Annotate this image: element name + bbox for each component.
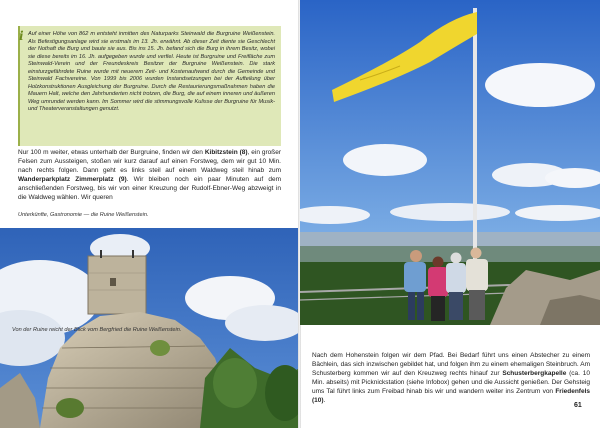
caption-left: Unterkünfte, Gastronomie — die Ruine Weißenstein. bbox=[18, 212, 149, 218]
body-left-bold-1: Kibitzstein (8) bbox=[204, 149, 248, 156]
body-right-bold-2: Friedenfels (10) bbox=[312, 387, 590, 404]
caption-right: Von der Ruine reicht der Blick vom Bergfried die Ruine Weißenstein. bbox=[12, 327, 182, 333]
body-right-part-3: . bbox=[323, 396, 326, 404]
body-left-bold-2: Wanderparkplatz Zimmerplatz (9) bbox=[18, 175, 127, 183]
body-left-part-3: . Wir bleiben noch ein paar Minuten auf dem anschließenden Forstweg, bis wir von einer Kreuzung der Rudolf-Ebner-Weg abzweigt in die Waldweg wählen. Wir queren bbox=[18, 175, 281, 201]
body-right-bold-1: Schusterbergkapelle bbox=[502, 369, 567, 377]
body-left-part-2: , ein großer Felsen zum Aussteigen, stoßen wir kurz darauf auf einen Forstweg, dem wir gut 10 Min. nach rechts folgen. Dann geht es links steil auf einem Waldweg steil hinab zum bbox=[18, 149, 281, 174]
viewpoint-photo bbox=[300, 0, 600, 325]
body-right-part-1: Nach dem Hohenstein folgen wir dem Pfad. Bei Bedarf führt uns einen Abstecher zu einem Bächlein, das sich inzwischen gebildet hat, und folgen ihm zu einem ehemaligen Steinbruch. Am Schusterberg kommen wir auf den Kreuzweg rechts hinauf zur bbox=[312, 352, 590, 377]
body-left-part-1: Nur 100 m weiter, etwas unterhalb der Burgruine, finden wir den bbox=[18, 149, 205, 156]
info-icon: i bbox=[19, 29, 24, 43]
info-box bbox=[18, 26, 281, 146]
info-box-text: Auf einer Höhe von 862 m entsteht inmitten des Naturparks Steinwald die Burgruine Weißenstein. Als Befestigungsanlage wird sie erstmals im 13. Jh. erwähnt. Ab dieser Zeit diente sie Geschlecht der Nothaft die Burg und baute sie aus. Bis ins 15. Jh. befand sich die Burg in ihrem Besitz, wobei sie diese bereits im 16. Jh. aufgegeben wurde und verfiel. Heute ist Burgruine und Freifläche zum Steinwald-Verein und der Freundeskreis Besitzer der Burgruine Weißenstein. Die stark einsturzgefährdete Ruine wurde mit neuerem Zeit- und Kostenaufwand durch die Gemeinde und Steinwald Fachvereine. Von 1999 bis 2006 wurden Instandsetzungen bei der Aufteilung über Holzkonstruktionen Ausgleichung der Burgruine. Durch die Restaurierungsmaßnahmen haben die Mauern Halt, welche den Jahrhunderten nicht trotzen, die Burg, die auf einem inneren und äußeren Weg umrundet werden kann. Im Sommer wird die stimmungsvolle Kulisse der Burgruine für Musik- und Theaterveranstaltungen genutzt. bbox=[28, 31, 275, 113]
page-number: 61 bbox=[574, 402, 582, 409]
body-text-left bbox=[18, 149, 281, 202]
body-text-right bbox=[312, 352, 590, 405]
body-right-part-2: (ca. 10 Min. abseits) mit Picknickstation (siehe Infobox) gehen und die Aussicht genießen. Der Gehsteig ums Tal führt links zum Freibad hinab bis wir und wandern weiter ins Zentrum von bbox=[312, 369, 590, 395]
